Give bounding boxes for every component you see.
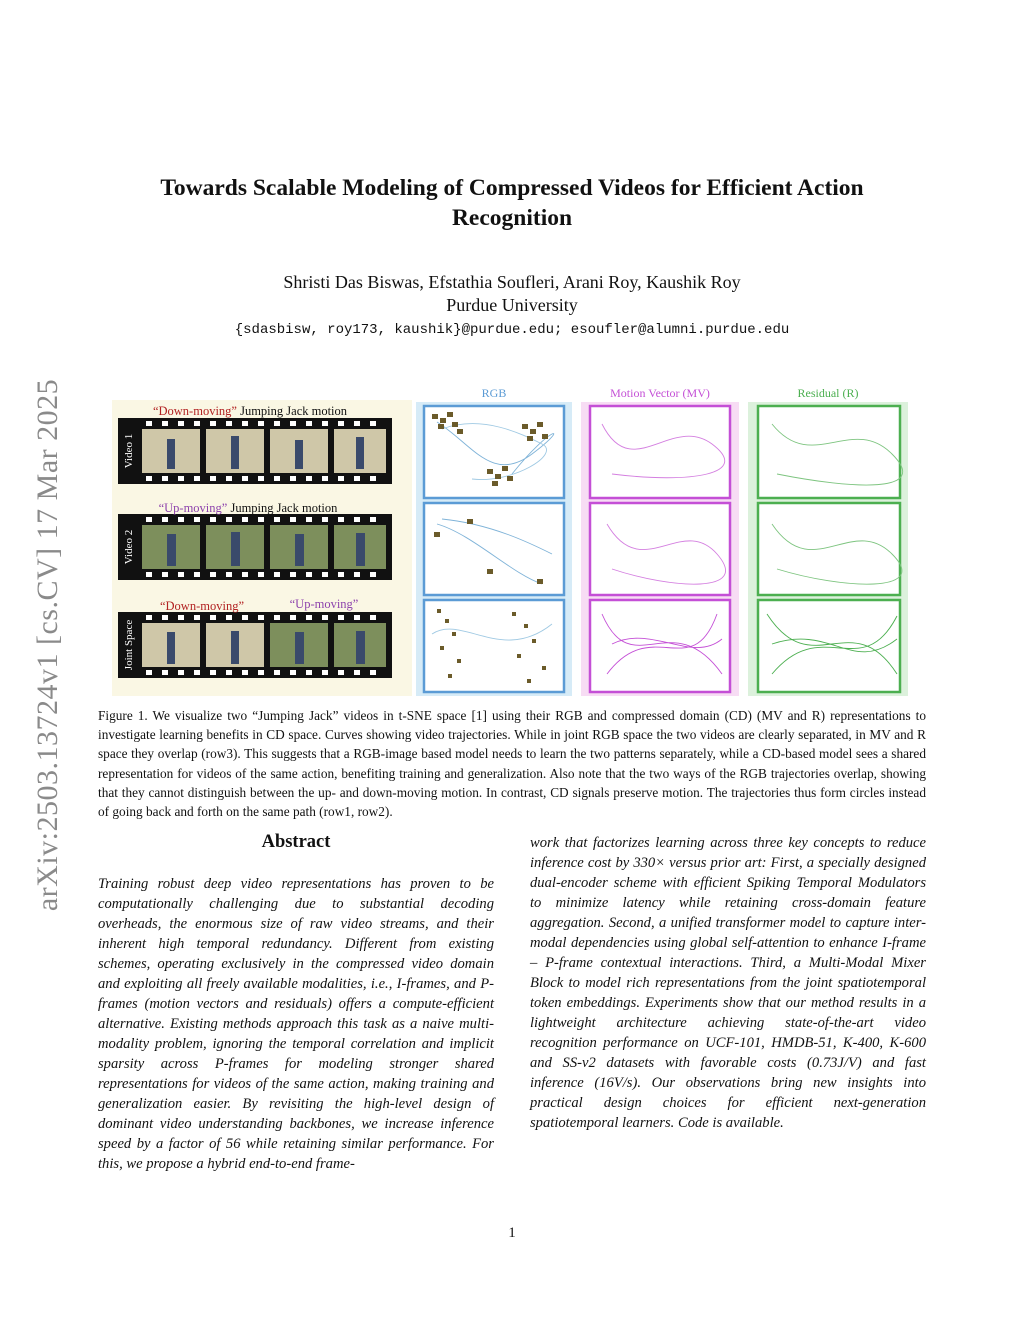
col-label-mv: Motion Vector (MV) bbox=[610, 386, 710, 400]
abstract-heading: Abstract bbox=[261, 832, 331, 852]
row2-caption-quote: “Up-moving” bbox=[158, 501, 228, 515]
row-label-video2: Video 2 bbox=[123, 529, 135, 565]
col-label-residual: Residual (R) bbox=[797, 386, 859, 400]
row1-caption-rest: Jumping Jack motion bbox=[236, 404, 348, 418]
author-list: Shristi Das Biswas, Efstathia Soufleri, Arani Roy, Kaushik Roy bbox=[283, 272, 741, 292]
row2-caption-rest: Jumping Jack motion bbox=[227, 501, 338, 515]
col-label-rgb: RGB bbox=[481, 386, 507, 400]
figure-caption: Figure 1. We visualize two “Jumping Jack” videos in t-SNE space [1] using their RGB and compressed domain (CD) (MV and R) representations to investigate learning benefits in CD space. Curves showing video trajectories. While in joint RGB space the two videos are clearly separated, in MV and R space they overlap (row3). This suggests that a RGB-image based model needs to learn the two patterns separately, while a CD-based model sees a shared representation for videos of the same action, benefiting training and generalization. Also note that the two ways of the RGB trajectories overlap, showing that they cannot distinguish between the up- and down-moving motion. In contrast, CD signals preserve motion. The trajectories thus form circles instead of going back and forth on the same path (row1, row2). bbox=[98, 708, 926, 820]
tsne-grid bbox=[424, 406, 900, 692]
row-label-joint: Joint Space bbox=[123, 619, 135, 671]
film-strips bbox=[118, 418, 392, 678]
row1-caption bbox=[153, 404, 348, 418]
author-emails: {sdasbisw, roy173, kaushik}@purdue.edu; esoufler@alumni.purdue.edu bbox=[234, 322, 790, 338]
row3-caption-left: “Down-moving” bbox=[159, 599, 245, 613]
row1-caption-quote: “Down-moving” bbox=[152, 404, 237, 418]
abstract-left-column: Training robust deep video representations has proven to be computationally challenging due to substantial decoding overheads, the enormous size of raw video streams, and their inherent high temporal redundancy. Different from existing schemes, operating exclusively in the compressed video domain and exploiting all freely available modalities, i.e., I-frames, and P-frames (motion vectors and residuals) offers a compute-efficient alternative. Existing methods approach this task as a naive multi-modality problem, ignoring the temporal correlation and implicit sparsity across P-frames for modeling stronger shared representations for videos of the same action, making training and generalization easier. By revisiting the high-level design of dominant video understanding backbones, we increase inference speed by a factor of 56 while retaining similar performance. For this, we propose a hybrid end-to-end frame- bbox=[98, 876, 494, 1172]
row2-caption bbox=[159, 501, 339, 515]
affiliation: Purdue University bbox=[446, 295, 578, 315]
figure-1 bbox=[112, 384, 912, 696]
arxiv-stamp: arXiv:2503.13724v1 [cs.CV] 17 Mar 2025 bbox=[31, 378, 64, 912]
abstract-right-column: work that factorizes learning across three key concepts to reduce inference cost by 330× versus prior art: First, a specially designed dual-encoder scheme with efficient Spiking Temporal Modulators to minimize latency while retaining cross-domain feature aggregation. Second, a unified transformer model to capture inter-modal dependencies using global self-attention to enhance I-frame – P-frame contextual interactions. Third, a Multi-Modal Mixer Block to model rich representations from the joint spatiotemporal token embeddings. Experiments show that our method results in a lightweight architecture achieving state-of-the-art video recognition performance on UCF-101, HMDB-51, K-400, K-600 and SS-v2 datasets with favorable costs (0.73J/V) and fast inference (16V/s). Our observations bring new insights into practical design choices for efficient next-generation spatiotemporal learners. Code is available. bbox=[530, 835, 926, 1131]
row-label-video1: Video 1 bbox=[123, 433, 135, 469]
author-block bbox=[100, 271, 924, 317]
row3-caption-right: “Up-moving” bbox=[289, 597, 359, 611]
page-number: 1 bbox=[508, 1225, 516, 1241]
paper-title: Towards Scalable Modeling of Compressed Videos for Efficient Action Recognition bbox=[160, 175, 864, 231]
